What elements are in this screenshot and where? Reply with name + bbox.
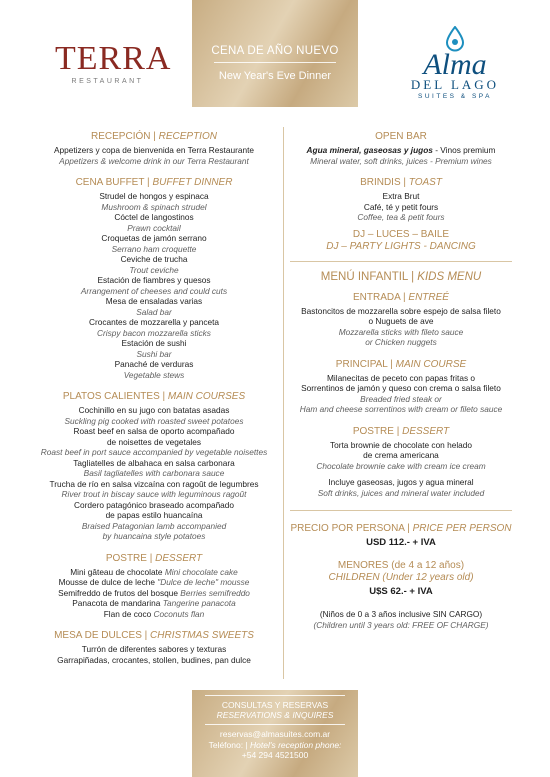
alma-logo-tag: SUITES & SPA: [418, 93, 492, 100]
section-divider: [290, 261, 512, 262]
main-courses-list: [30, 405, 278, 542]
open-bar-item-en: Mineral water, soft drinks, juices - Premium wines: [310, 155, 492, 166]
footer-divider: [205, 724, 345, 725]
kids-main-title: PRINCIPAL | MAIN COURSE: [335, 358, 467, 370]
kids-main-item-en: Breaded fried steak or Ham and cheese sorrentinos with cream or fileto sauce: [299, 393, 503, 414]
main-course-item: Cochinillo en su jugo con batatas asadas Suckling pig cooked with roasted sweet potatoes: [64, 405, 244, 426]
section-divider: [290, 510, 512, 511]
dessert-item: Panacota de mandarina Tangerine panacota: [72, 598, 236, 608]
buffet-item: Estación de fiambres y quesos Arrangement of cheeses and could cuts: [80, 275, 228, 296]
buffet-item: Crocantes de mozzarella y panceta Crispy bacon mozzarella sticks: [88, 317, 220, 338]
sweets-title: MESA DE DULCES | CHRISTMAS SWEETS: [54, 630, 254, 641]
free-note-en: (Children until 3 years old: FREE OF CHARGE): [313, 619, 489, 630]
dessert-list: [30, 567, 278, 620]
main-course-item: Cordero patagónico braseado acompañado de papas estilo huancaína Braised Patagonian lamb accompanied by huancaina style potatoes: [73, 499, 235, 541]
open-bar-title: OPEN BAR: [375, 131, 427, 142]
buffet-item: Estación de sushi Sushi bar: [121, 338, 187, 359]
reception-item-en: Appetizers & welcome drink in our Terra Restaurant: [59, 155, 249, 166]
sweets-line: Garrapiñadas, crocantes, stollen, budines, pan dulce: [57, 654, 251, 665]
free-note: (Niños de 0 a 3 años inclusive SIN CARGO): [319, 609, 483, 619]
price-title: PRECIO POR PERSONA | PRICE PER PERSON: [290, 523, 512, 534]
sweets-line: Turrón de diferentes sabores y texturas: [81, 644, 227, 654]
toast-item-en: Coffee, tea & petit fours: [357, 212, 445, 222]
dessert-title: POSTRE | DESSERT: [105, 552, 203, 564]
minor-price: U$S 62.- + IVA: [369, 586, 433, 597]
footer-divider: [205, 695, 345, 696]
footer-title: CONSULTAS Y RESERVAS RESERVATIONS & INQUIRES: [216, 700, 334, 720]
column-divider: [283, 127, 284, 679]
terra-logo-tag: RESTAURANT: [71, 78, 144, 85]
left-column: [30, 131, 278, 665]
main-courses-title: PLATOS CALIENTES | MAIN COURSES: [62, 391, 246, 402]
adult-price: USD 112.- + IVA: [366, 537, 436, 548]
toast-item: Extra Brut: [382, 191, 420, 201]
minors-title: MENORES (de 4 a 12 años): [337, 560, 465, 571]
alma-logo-name: Alma: [423, 48, 487, 81]
dessert-item: Mousse de dulce de leche "Dulce de leche" mousse: [58, 577, 250, 587]
buffet-list: [30, 191, 278, 380]
alma-logo-sub: DEL LAGO: [410, 77, 500, 92]
reception-title: RECEPCIÓN | RECEPTION: [91, 131, 217, 142]
dj-line-en: DJ – PARTY LIGHTS - DANCING: [326, 240, 476, 252]
toast-item: Café, té y petit fours: [363, 201, 439, 212]
buffet-item: Panaché de verduras Vegetable stews: [114, 359, 194, 380]
email-link[interactable]: reservas@almasuites.com.ar: [219, 729, 331, 739]
dessert-item: Flan de coco Coconuts flan: [103, 608, 205, 619]
main-course-item: Roast beef en salsa de oporto acompañado de noisettes de vegetales Roast beef in port sauce accompanied by vegetable noisettes: [40, 426, 268, 457]
buffet-item: Cóctel de langostinos Prawn cocktail: [114, 212, 194, 233]
header-divider: [214, 62, 336, 63]
kids-drinks-item-en: Soft drinks, juices and mineral water included: [317, 487, 485, 498]
buffet-item: Croquetas de jamón serrano Serrano ham croquette: [101, 233, 207, 254]
kids-dessert-item: Torta brownie de chocolate con helado de crema americana: [329, 439, 473, 460]
reception-item: Appetizers y copa de bienvenida en Terra Restaurante: [53, 145, 255, 155]
phone-label: Teléfono: | Hotel's reception phone:: [208, 739, 342, 750]
kids-starter-title: ENTRADA | ENTREÉ: [353, 291, 449, 303]
buffet-item: Mesa de ensaladas varias Salad bar: [105, 296, 203, 317]
kids-dessert-item-en: Chocolate brownie cake with cream ice cream: [316, 460, 486, 471]
open-bar-item: Agua mineral, gaseosas y jugos - Vinos premium: [306, 145, 496, 155]
footer-contact: [192, 729, 358, 761]
dj-line: DJ – LUCES – BAILE: [352, 228, 450, 240]
kids-dessert-title: POSTRE | DESSERT: [352, 425, 450, 437]
buffet-title: CENA BUFFET | BUFFET DINNER: [75, 177, 233, 188]
buffet-item: Strudel de hongos y espinaca Mushroom & spinach strudel: [99, 191, 209, 212]
kids-starter-item-en: Mozzarella sticks with fileto sauce or Chicken nuggets: [338, 326, 464, 347]
main-course-item: Tagliatelles de albahaca en salsa carbonara Basil tagliatelles with carbonara sauce: [73, 457, 235, 478]
kids-drinks-item: Incluye gaseosas, jugos y agua mineral: [328, 477, 474, 487]
buffet-item: Ceviche de trucha Trout ceviche: [120, 254, 188, 275]
phone-number[interactable]: +54 294 4521500: [241, 750, 309, 760]
header-subtitle: New Year's Eve Dinner: [218, 70, 332, 82]
toast-title: BRINDIS | TOAST: [360, 177, 442, 188]
header-title: CENA DE AÑO NUEVO: [211, 45, 339, 57]
kids-main-item: Milanecitas de peceto con papas fritas o Sorrentinos de jamón y queso con crema o salsa fileto: [301, 372, 501, 393]
minors-title-en: CHILDREN (Under 12 years old): [328, 572, 474, 583]
right-column: [290, 131, 512, 630]
dessert-item: Mini gâteau de chocolate Mini chocolate cake: [70, 566, 238, 577]
terra-logo-name: TERRA: [55, 40, 172, 77]
kids-menu-title: MENÚ INFANTIL | KIDS MENU: [320, 270, 482, 283]
terra-logo: [55, 40, 172, 85]
main-course-item: Trucha de río en salsa vizcaína con ragoût de legumbres River trout in biscay sauce with leguminous ragoût: [49, 478, 259, 499]
kids-starter-item: Bastoncitos de mozzarella sobre espejo de salsa fileto o Nuguets de ave: [301, 305, 501, 326]
alma-logo: [400, 26, 510, 101]
dessert-item: Semifreddo de frutos del bosque Berries semifreddo: [58, 587, 250, 598]
